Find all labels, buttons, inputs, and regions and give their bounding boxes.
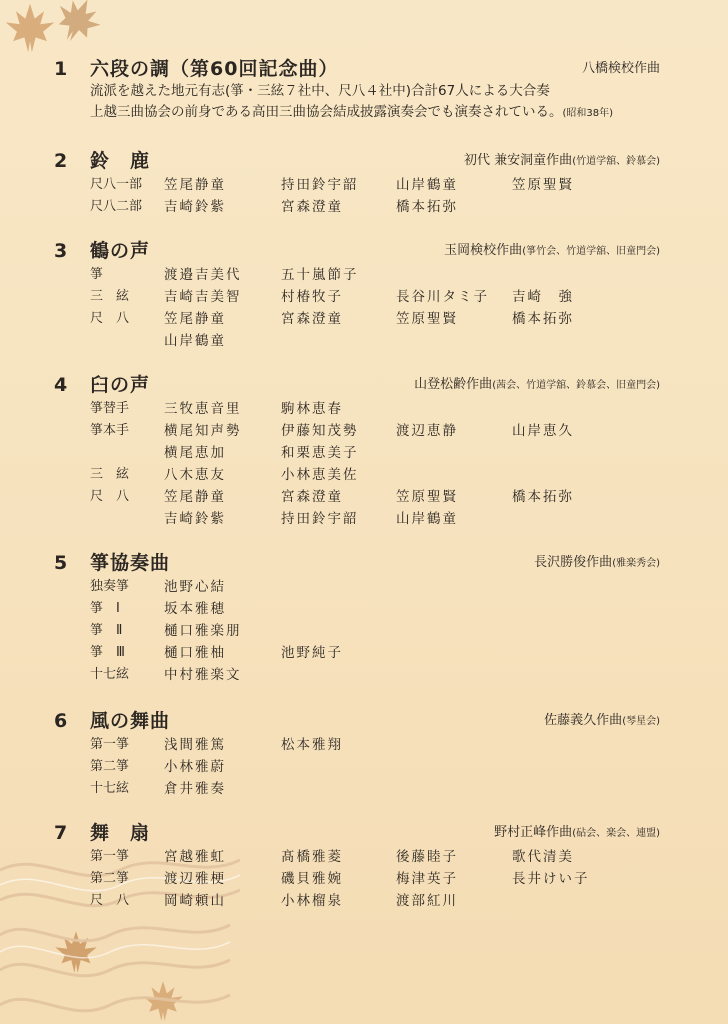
item-title: 箏協奏曲 xyxy=(90,552,171,574)
performer-row xyxy=(0,846,728,868)
performer-name: 村椿牧子 xyxy=(281,289,343,305)
composer-note: (竹道学舘、鈴慕会) xyxy=(572,156,660,167)
performer-name: 持田鈴宇韶 xyxy=(281,511,359,527)
item-header xyxy=(0,372,728,398)
item-title: 風の舞曲 xyxy=(90,710,171,732)
item-header xyxy=(0,708,728,734)
performer-name: 笠尾静童 xyxy=(164,311,226,327)
item-number: 4 xyxy=(54,374,68,396)
item-title: 鈴 鹿 xyxy=(90,150,151,172)
composer-credit xyxy=(544,712,660,731)
item-header xyxy=(0,56,728,82)
performer-name: 横尾恵加 xyxy=(164,445,226,461)
performer-name: 倉井雅奏 xyxy=(164,781,226,797)
performer-name: 吉崎吉美智 xyxy=(164,289,242,305)
performer-name: 持田鈴宇韶 xyxy=(281,177,359,193)
performer-name: 渡辺雅梗 xyxy=(164,871,226,887)
performer-row xyxy=(0,598,728,620)
instrument-label: 尺 八 xyxy=(90,893,130,908)
performer-row xyxy=(0,664,728,686)
performer-name: 渡部紅川 xyxy=(396,893,458,909)
instrument-label: 第二箏 xyxy=(90,871,130,886)
performer-row xyxy=(0,778,728,800)
composer-note: (箏竹会、竹道学舘、旧童門会) xyxy=(522,246,660,257)
instrument-label: 十七絃 xyxy=(90,781,130,796)
composer-name: 長沢勝俊作曲 xyxy=(534,555,613,570)
performer-name: 橋本拓弥 xyxy=(512,311,574,327)
performer-row xyxy=(0,486,728,508)
composer-credit xyxy=(494,824,660,843)
performer-row xyxy=(0,464,728,486)
performer-name: 八木恵友 xyxy=(164,467,226,483)
performer-row xyxy=(0,508,728,530)
performer-row xyxy=(0,286,728,308)
item-number: 7 xyxy=(54,822,68,844)
performer-row xyxy=(0,196,728,218)
performer-name: 小林恵美佐 xyxy=(281,467,359,483)
instrument-label: 尺 八 xyxy=(90,311,130,326)
instrument-label: 第一箏 xyxy=(90,737,130,752)
composer-credit xyxy=(464,152,660,171)
instrument-label: 箏 Ⅰ xyxy=(90,601,120,616)
performer-name: 宮森澄童 xyxy=(281,311,343,327)
performer-row xyxy=(0,868,728,890)
performer-name: 駒林恵春 xyxy=(281,401,343,417)
instrument-label: 第二箏 xyxy=(90,759,130,774)
performer-name: 横尾知声勢 xyxy=(164,423,242,439)
performer-row xyxy=(0,734,728,756)
description-line: 流派を越えた地元有志(箏・三絃７社中、尺八４社中)合計67人による大合奏 xyxy=(90,83,550,99)
composer-name: 初代 兼安洞童作曲 xyxy=(464,153,573,168)
performer-name: 山岸鶴童 xyxy=(396,177,458,193)
performer-row xyxy=(0,890,728,912)
performer-row xyxy=(0,576,728,598)
item-number: 5 xyxy=(54,552,68,574)
performer-name: 五十嵐節子 xyxy=(281,267,359,283)
composer-name: 野村正峰作曲 xyxy=(494,825,573,840)
instrument-label: 尺八一部 xyxy=(90,177,143,192)
item-header xyxy=(0,148,728,174)
performer-name: 後藤睦子 xyxy=(396,849,458,865)
performer-name: 池野心結 xyxy=(164,579,226,595)
item-header xyxy=(0,820,728,846)
instrument-label: 箏 Ⅱ xyxy=(90,623,123,638)
performer-name: 髙橋雅菱 xyxy=(281,849,343,865)
performer-row xyxy=(0,756,728,778)
performer-name: 橋本拓弥 xyxy=(396,199,458,215)
performer-row xyxy=(0,330,728,352)
composer-credit xyxy=(414,376,660,395)
item-title: 臼の声 xyxy=(90,374,151,396)
performer-name: 梅津英子 xyxy=(396,871,458,887)
item-title: 鶴の声 xyxy=(90,240,151,262)
instrument-label: 尺 八 xyxy=(90,489,130,504)
instrument-label: 箏 xyxy=(90,267,104,282)
composer-credit xyxy=(444,242,660,261)
instrument-label: 三 絃 xyxy=(90,289,130,304)
item-header xyxy=(0,238,728,264)
composer-name: 山登松齢作曲 xyxy=(414,377,493,392)
instrument-label: 箏替手 xyxy=(90,401,130,416)
composer-credit xyxy=(534,554,660,573)
performer-row xyxy=(0,642,728,664)
instrument-label: 十七絃 xyxy=(90,667,130,682)
performer-name: 松本雅翔 xyxy=(281,737,343,753)
composer-name: 玉岡検校作曲 xyxy=(444,243,523,258)
performer-name: 宮森澄童 xyxy=(281,199,343,215)
performer-name: 池野純子 xyxy=(281,645,343,661)
performer-name: 吉崎鈴紫 xyxy=(164,199,226,215)
description-line: 上越三曲協会の前身である高田三曲協会結成披露演奏会でも演奏されている。 xyxy=(90,104,563,120)
performer-name: 伊藤知茂勢 xyxy=(281,423,359,439)
performer-row xyxy=(0,174,728,196)
performer-name: 岡崎頼山 xyxy=(164,893,226,909)
item-header xyxy=(0,550,728,576)
instrument-label: 第一箏 xyxy=(90,849,130,864)
composer-note: (雅楽秀会) xyxy=(612,558,660,569)
performer-name: 長谷川タミ子 xyxy=(396,289,489,305)
performer-row xyxy=(0,420,728,442)
composer-note: (茜会、竹道学舘、鈴慕会、旧童門会) xyxy=(492,380,660,391)
performer-name: 山岸恵久 xyxy=(512,423,574,439)
composer-name: 佐藤義久作曲 xyxy=(544,713,623,728)
composer-name: 八橋検校作曲 xyxy=(581,61,660,76)
performer-name: 笠尾静童 xyxy=(164,489,226,505)
performer-name: 山岸鶴童 xyxy=(396,511,458,527)
composer-credit xyxy=(582,60,660,78)
performer-name: 吉崎鈴紫 xyxy=(164,511,226,527)
performer-name: 三牧恵音里 xyxy=(164,401,242,417)
instrument-label: 独奏箏 xyxy=(90,579,130,594)
item-number: 3 xyxy=(54,240,68,262)
item-title: 舞 扇 xyxy=(90,822,151,844)
performer-name: 坂本雅穂 xyxy=(164,601,226,617)
performer-name: 和栗恵美子 xyxy=(281,445,359,461)
item-number: 1 xyxy=(54,58,68,80)
performer-name: 渡邉吉美代 xyxy=(164,267,242,283)
instrument-label: 箏 Ⅲ xyxy=(90,645,125,660)
performer-name: 笠原聖賢 xyxy=(396,311,458,327)
performer-name: 小林榴泉 xyxy=(281,893,343,909)
performer-name: 山岸鶴童 xyxy=(164,333,226,349)
performer-row xyxy=(0,398,728,420)
performer-name: 吉崎 強 xyxy=(512,289,574,305)
performer-name: 歌代清美 xyxy=(512,849,574,865)
performer-name: 小林雅蔚 xyxy=(164,759,226,775)
item-number: 2 xyxy=(54,150,68,172)
item-number: 6 xyxy=(54,710,68,732)
instrument-label: 箏本手 xyxy=(90,423,130,438)
performer-name: 橋本拓弥 xyxy=(512,489,574,505)
performer-name: 中村雅楽文 xyxy=(164,667,242,683)
instrument-label: 三 絃 xyxy=(90,467,130,482)
item-description xyxy=(90,82,550,100)
description-note: (昭和38年) xyxy=(562,108,614,119)
item-title: 六段の調（第60回記念曲） xyxy=(90,58,339,80)
performer-row xyxy=(0,264,728,286)
performer-name: 浅間雅篤 xyxy=(164,737,226,753)
performer-row xyxy=(0,620,728,642)
performer-name: 磯貝雅婉 xyxy=(281,871,343,887)
performer-name: 渡辺恵静 xyxy=(396,423,458,439)
performer-row xyxy=(0,442,728,464)
performer-name: 笠原聖賢 xyxy=(512,177,574,193)
composer-note: (琴星会) xyxy=(622,716,660,727)
performer-name: 樋口雅楽朋 xyxy=(164,623,242,639)
performer-name: 宮森澄童 xyxy=(281,489,343,505)
performer-name: 笠尾静童 xyxy=(164,177,226,193)
instrument-label: 尺八二部 xyxy=(90,199,143,214)
item-description xyxy=(90,103,613,123)
performer-name: 笠原聖賢 xyxy=(396,489,458,505)
performer-row xyxy=(0,308,728,330)
performer-name: 長井けい子 xyxy=(512,871,590,887)
composer-note: (砧会、楽会、連盟) xyxy=(572,828,660,839)
performer-name: 樋口雅柚 xyxy=(164,645,226,661)
performer-name: 宮越雅虹 xyxy=(164,849,226,865)
